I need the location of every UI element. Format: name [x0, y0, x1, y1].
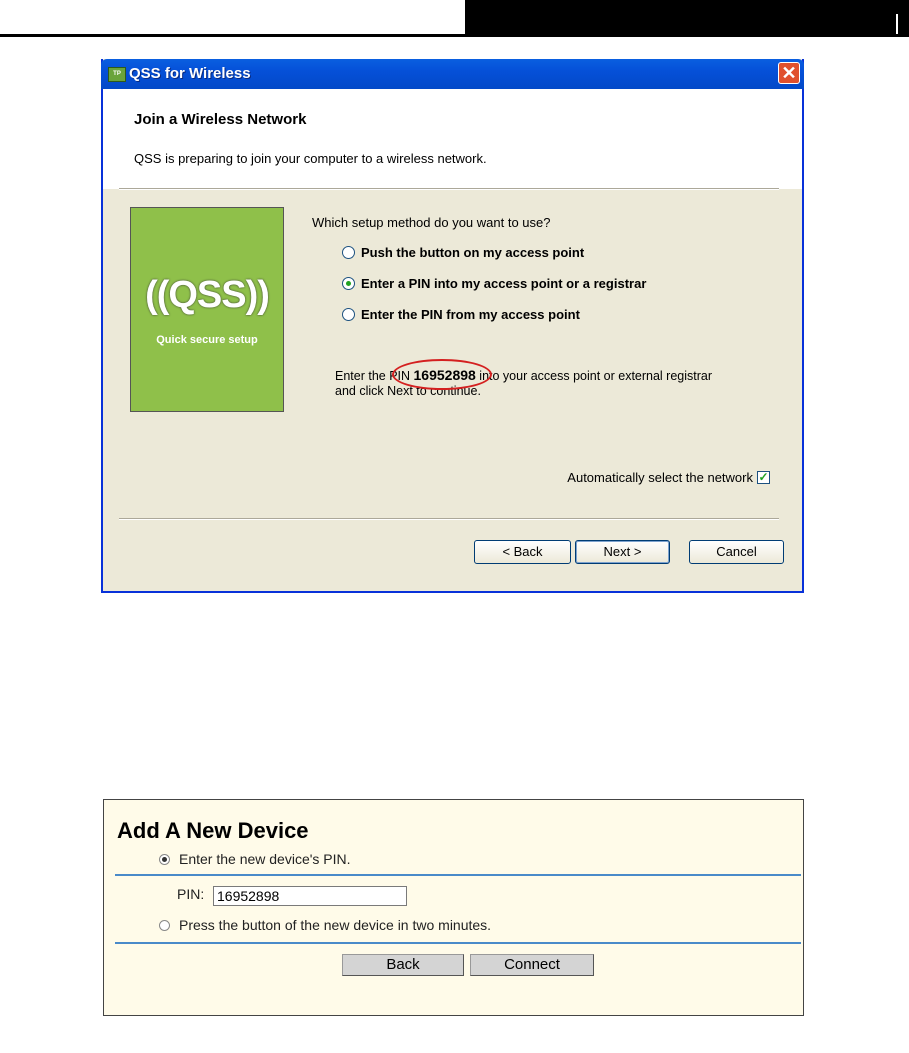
pin-input[interactable] [213, 886, 407, 906]
pin-highlight-circle [392, 359, 492, 390]
pin-value: 16952898 [413, 367, 476, 383]
close-button[interactable] [778, 62, 800, 84]
panel-divider-bottom [115, 942, 801, 944]
dialog-header-area [103, 89, 802, 189]
option-enter-pin-from-ap[interactable] [342, 307, 580, 322]
header-divider [119, 188, 779, 190]
pin-field-label: PIN: [177, 886, 205, 902]
option-label: Enter the PIN from my access point [361, 307, 580, 322]
qss-app-icon: TP [108, 67, 126, 82]
footer-divider [119, 518, 779, 520]
radio-selected-icon[interactable] [159, 854, 170, 865]
dialog-title: QSS for Wireless [129, 65, 251, 82]
option-enter-device-pin[interactable] [159, 851, 351, 867]
option-label: Enter a PIN into my access point or a registrar [361, 276, 647, 291]
option-label: Press the button of the new device in two minutes. [179, 917, 492, 933]
cancel-button[interactable]: Cancel [689, 540, 784, 564]
setup-method-question: Which setup method do you want to use? [312, 215, 551, 230]
pin-prefix: Enter the PIN [335, 369, 414, 383]
qss-dialog [101, 59, 804, 593]
pin-line2: and click Next to continue. [335, 384, 481, 398]
auto-select-checkbox[interactable]: ✓ [758, 470, 769, 484]
option-label: Push the button on my access point [361, 245, 585, 260]
add-device-panel [103, 799, 804, 1016]
next-button[interactable]: Next > [575, 540, 670, 564]
panel-divider-top [115, 874, 801, 876]
dialog-subheading: QSS is preparing to join your computer to a wireless network. [134, 151, 487, 166]
radio-icon[interactable] [342, 308, 355, 321]
add-device-title: Add A New Device [117, 818, 309, 843]
back-button[interactable]: < Back [474, 540, 571, 564]
option-label: Enter the new device's PIN. [179, 851, 351, 867]
close-icon: ✕ [781, 63, 797, 83]
radio-icon[interactable] [342, 246, 355, 259]
header-bar [465, 0, 909, 37]
option-press-button[interactable] [159, 917, 491, 933]
qss-logo-caption: Quick secure setup [156, 334, 258, 346]
radio-selected-icon[interactable] [342, 277, 355, 290]
dialog-titlebar[interactable] [101, 59, 804, 89]
header-mark [896, 14, 898, 34]
option-push-button[interactable] [342, 245, 584, 260]
auto-select-network[interactable] [567, 470, 770, 485]
radio-icon[interactable] [159, 920, 170, 931]
option-enter-pin-registrar[interactable] [342, 276, 646, 291]
auto-select-label: Automatically select the network [567, 470, 753, 485]
connect-button[interactable]: Connect [470, 954, 594, 976]
back-button[interactable]: Back [342, 954, 464, 976]
qss-logo: ((QSS)) [145, 274, 269, 316]
dialog-heading: Join a Wireless Network [134, 111, 307, 128]
header-rule [0, 34, 465, 37]
qss-logo-panel [130, 207, 284, 412]
pin-suffix: into your access point or external registrar [475, 369, 713, 383]
